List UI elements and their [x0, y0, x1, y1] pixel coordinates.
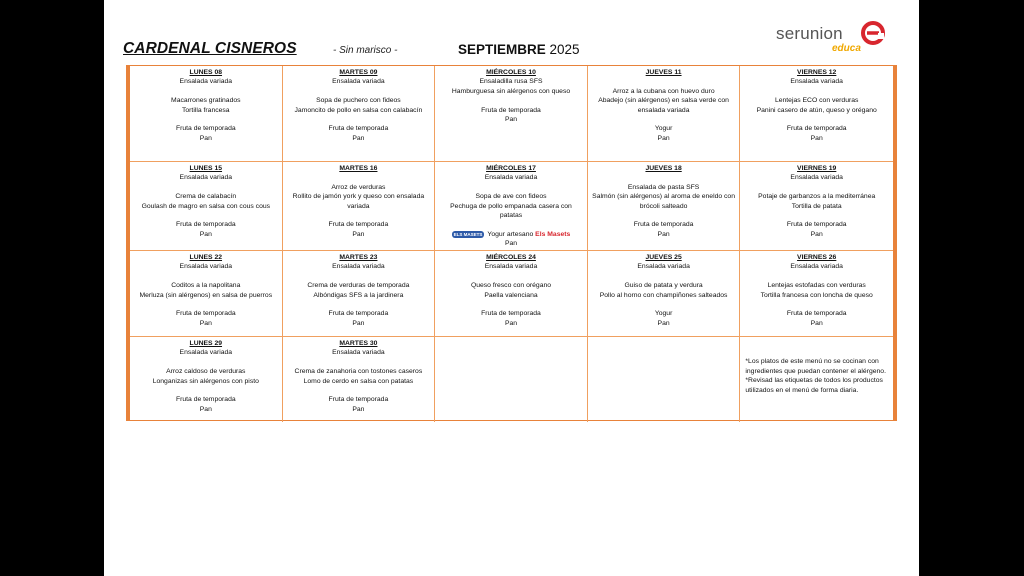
line-gap	[591, 173, 737, 182]
line-gap	[286, 300, 432, 309]
dish-line: Merluza (sin alérgenos) en salsa de puerros	[139, 291, 273, 299]
dish-line: Pan	[352, 230, 365, 238]
dish-line: Pan	[657, 319, 670, 327]
dish-line: Ensalada variada	[332, 78, 385, 86]
allergen-note: *Los platos de este menú no se cocinan con ingredientes que puedan contener el alérgeno.	[745, 358, 886, 375]
day-label: VIERNES 26	[797, 254, 837, 261]
line-gap	[286, 115, 432, 124]
menu-day-cell	[130, 66, 283, 162]
dish-line: Pan	[352, 134, 365, 142]
day-label: LUNES 29	[189, 340, 223, 347]
line-gap	[286, 386, 432, 395]
dish-line: Ensalada variada	[790, 263, 843, 271]
dish-line: Fruta de temporada	[786, 125, 847, 133]
dish-line: Arroz a la cubana con huevo duro	[612, 87, 715, 95]
day-label: VIERNES 19	[797, 165, 837, 172]
dish-line: Fruta de temporada	[328, 310, 389, 318]
dish-line: Pan	[657, 134, 670, 142]
dish-line: Pan	[199, 319, 212, 327]
dish-line: Arroz caldoso de verduras	[166, 368, 246, 376]
dish-line: Ensalada variada	[790, 174, 843, 182]
day-label: MARTES 23	[339, 254, 378, 261]
dish-line: Fruta de temporada	[633, 221, 694, 229]
dish-line: Fruta de temporada	[786, 221, 847, 229]
menu-day-cell	[130, 162, 283, 251]
dish-line: Abadejo (sin alérgenos) en salsa verde con ensalada variada	[598, 97, 729, 114]
dish-line: Pan	[199, 134, 212, 142]
line-gap	[438, 272, 584, 281]
dish-line: Pan	[657, 230, 670, 238]
dish-line: Fruta de temporada	[481, 106, 541, 114]
dish-line: Goulash de magro en salsa con cous cous	[141, 202, 271, 210]
menu-day-cell	[283, 337, 436, 422]
menu-day-cell	[588, 162, 741, 251]
day-label: LUNES 22	[189, 254, 223, 261]
dish-line: Pan	[504, 319, 518, 327]
dish-line: Albóndigas SFS a la jardinera	[313, 291, 404, 299]
dish-line: Potaje de garbanzos a la mediterránea	[758, 193, 876, 201]
line-gap	[438, 220, 584, 229]
menu-day-cell	[740, 162, 893, 251]
dish-line: Ensalada variada	[179, 78, 233, 86]
dish-line: Fruta de temporada	[786, 310, 847, 318]
dish-line: Ensalada variada	[790, 78, 843, 86]
menu-day-cell	[740, 251, 893, 337]
dish-line: Sopa de puchero con fideos	[316, 97, 401, 105]
dish-line: Sopa de ave con fideos	[475, 193, 547, 201]
line-gap	[133, 183, 279, 192]
serunion-logo	[776, 18, 896, 58]
dish-line: Ensaladilla rusa SFS	[479, 78, 543, 86]
menu-day-cell	[435, 66, 588, 162]
dish-line: Pan	[352, 405, 365, 413]
dish-line: Arroz de verduras	[331, 183, 386, 191]
dish-line: Ensalada variada	[332, 349, 385, 357]
dish-line: Lentejas estofadas con verduras	[767, 282, 866, 290]
menu-calendar	[126, 65, 897, 421]
dish-line: Pan	[810, 230, 823, 238]
dish-line: Panini casero de atún, queso y orégano	[756, 106, 877, 114]
menu-day-cell	[588, 337, 741, 422]
dish-line: Ensalada de pasta SFS	[627, 183, 700, 191]
dish-line: Crema de verduras de temporada	[307, 282, 410, 290]
menu-day-cell	[283, 66, 436, 162]
line-gap	[743, 300, 890, 309]
line-gap	[743, 272, 890, 281]
dish-line: Lentejas ECO con verduras	[774, 97, 859, 105]
dish-line: Yogur	[654, 310, 673, 318]
dish-line: Fruta de temporada	[175, 310, 236, 318]
menu-day-cell	[588, 66, 741, 162]
menu-subtitle: - Sin marisco -	[333, 45, 398, 56]
dish-line: Queso fresco con orégano	[470, 282, 552, 290]
dish-line: Pollo al horno con champiñones salteados	[599, 291, 728, 299]
line-gap	[133, 211, 279, 220]
dish-line: Lomo de cerdo en salsa con patatas	[303, 377, 414, 385]
line-gap	[286, 211, 432, 220]
els-masets-logo-icon: ELS MASETS	[453, 231, 483, 237]
day-label: MIÉRCOLES 17	[486, 165, 536, 172]
line-gap	[438, 96, 584, 105]
day-label: JUEVES 25	[645, 254, 682, 261]
dish-line: Tortilla de patata	[791, 202, 842, 210]
dish-line: Fruta de temporada	[481, 310, 541, 318]
menu-day-cell	[740, 337, 893, 422]
dish-line: Pan	[504, 240, 518, 248]
dish-line: Ensalada variada	[332, 263, 385, 271]
dish-line: Paella valenciana	[484, 291, 538, 299]
dish-line: Fruta de temporada	[175, 396, 236, 404]
dish-line: Pan	[199, 230, 212, 238]
line-gap	[743, 211, 890, 220]
line-gap	[438, 183, 584, 192]
day-label: MARTES 09	[339, 69, 378, 76]
menu-day-cell	[588, 251, 741, 337]
branded-yogurt-line	[438, 230, 584, 239]
line-gap	[591, 115, 737, 124]
dish-line: Coditos a la napolitana	[171, 282, 241, 290]
line-gap	[286, 173, 432, 182]
day-label: MIÉRCOLES 10	[486, 69, 536, 76]
dish-line: Tortilla francesa con loncha de queso	[760, 291, 873, 299]
dish-line: Pan	[810, 319, 823, 327]
menu-month	[458, 42, 580, 57]
line-gap	[133, 87, 279, 96]
month-name: SEPTIEMBRE	[458, 42, 546, 57]
dish-line: Yogur	[654, 125, 673, 133]
day-label: LUNES 15	[189, 165, 223, 172]
line-gap	[591, 272, 737, 281]
line-gap	[286, 272, 432, 281]
month-year: 2025	[549, 42, 580, 57]
dish-line: Fruta de temporada	[328, 396, 389, 404]
line-gap	[438, 300, 584, 309]
day-label: MARTES 16	[339, 165, 378, 172]
day-label: LUNES 08	[189, 69, 223, 76]
dish-line: Ensalada variada	[484, 174, 538, 182]
dish-line: Ensalada variada	[484, 263, 538, 271]
dish-line: Fruta de temporada	[328, 221, 389, 229]
line-gap	[743, 183, 890, 192]
menu-day-cell	[435, 251, 588, 337]
line-gap	[591, 77, 737, 86]
menu-day-cell	[130, 251, 283, 337]
menu-day-cell	[283, 251, 436, 337]
day-label: MARTES 30	[339, 340, 378, 347]
dish-line: Fruta de temporada	[175, 125, 236, 133]
logo-swirl-icon	[860, 20, 886, 46]
dish-line: Ensalada variada	[179, 263, 233, 271]
line-gap	[133, 115, 279, 124]
dish-line: Pechuga de pollo empanada casera con patatas	[450, 202, 572, 220]
logo-sub: educa	[832, 43, 861, 54]
menu-day-cell	[130, 337, 283, 422]
menu-day-cell	[283, 162, 436, 251]
dish-line: Crema de zanahoria con tostones caseros	[294, 368, 423, 376]
dish-line: Jamoncito de pollo en salsa con calabacín	[294, 106, 423, 114]
menu-day-cell	[740, 66, 893, 162]
dish-line: Fruta de temporada	[175, 221, 236, 229]
menu-day-cell	[435, 337, 588, 422]
line-gap	[133, 386, 279, 395]
dish-line: Tortilla francesa	[181, 106, 230, 114]
line-gap	[133, 300, 279, 309]
day-label: VIERNES 12	[797, 69, 837, 76]
dish-line: Fruta de temporada	[328, 125, 389, 133]
line-gap	[133, 358, 279, 367]
dish-line: Hamburguesa sin alérgenos con queso	[451, 87, 571, 95]
dish-line: Ensalada variada	[637, 263, 690, 271]
day-label: JUEVES 11	[645, 69, 682, 76]
line-gap	[286, 358, 432, 367]
line-gap	[286, 87, 432, 96]
line-gap	[591, 300, 737, 309]
dish-line: Salmón (sin alérgenos) al aroma de eneldo con brócoli salteado	[592, 193, 735, 210]
dish-line: Ensalada variada	[179, 349, 233, 357]
school-name: CARDENAL CISNEROS	[123, 40, 297, 57]
allergen-note: *Revisad las etiquetas de todos los productos utilizados en el menú de forma diaria.	[745, 377, 883, 394]
line-gap	[591, 211, 737, 220]
dish-line: Macarrones gratinados	[171, 97, 241, 105]
dish-line: Longanizas sin alérgenos con pisto	[152, 377, 259, 385]
brand-name: Els Masets	[535, 230, 571, 238]
logo-word: serunion	[776, 24, 843, 43]
line-gap	[743, 87, 890, 96]
dish-line: Pan	[504, 116, 518, 124]
dish-line: Pan	[810, 134, 823, 142]
dish-line: Rollito de jamón york y queso con ensalada variada	[292, 193, 425, 210]
dish-line: Pan	[199, 405, 212, 413]
menu-day-cell	[435, 162, 588, 251]
line-gap	[133, 272, 279, 281]
dish-line: Crema de calabacín	[175, 193, 237, 201]
brand-prefix: Yogur artesano	[487, 230, 536, 238]
dish-line: Guiso de patata y verdura	[624, 282, 703, 290]
dish-line: Pan	[352, 319, 365, 327]
line-gap	[743, 115, 890, 124]
dish-line: Ensalada variada	[179, 174, 233, 182]
day-label: JUEVES 18	[645, 165, 682, 172]
day-label: MIÉRCOLES 24	[486, 254, 536, 261]
menu-page	[104, 0, 919, 576]
